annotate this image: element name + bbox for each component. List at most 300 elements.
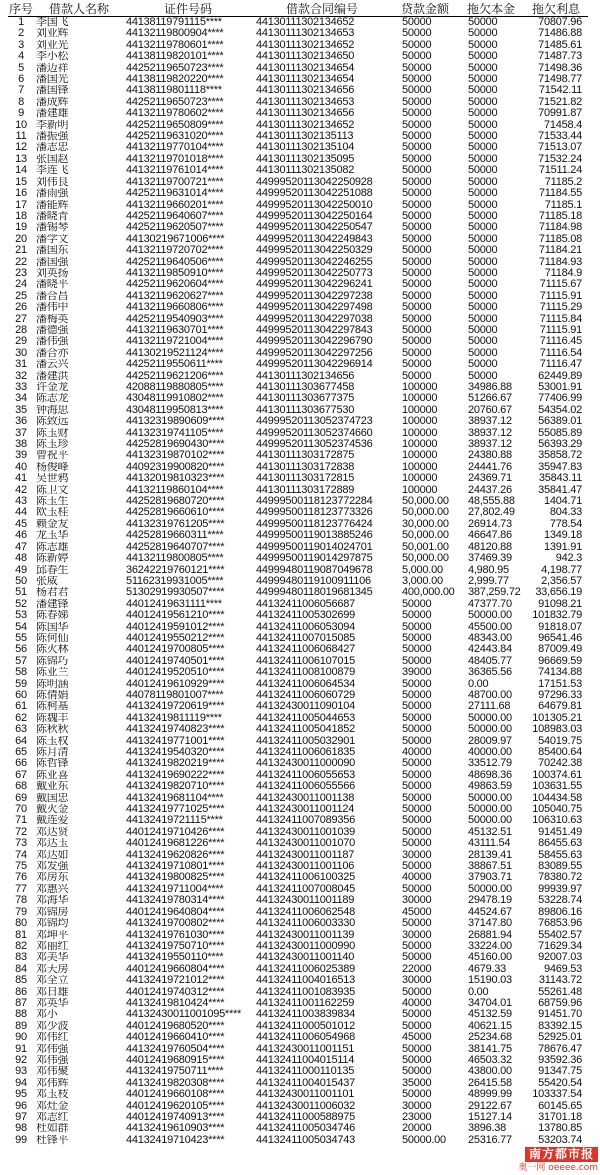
cell-loan-amount: 50,000.00 (402, 553, 449, 565)
cell-loan-amount: 50000 (402, 689, 432, 701)
cell-contract-number: 44132411007008045 (256, 883, 355, 895)
cell-id-number: 44012419520510**** (126, 667, 225, 679)
cell-principal-owed: 46647.86 (468, 530, 512, 542)
cell-id-number: 44132119720702**** (126, 245, 224, 257)
cell-interest-owed: 70991.87 (538, 108, 582, 120)
cell-interest-owed: 99939.97 (538, 883, 582, 895)
cell-id-number: 44132419711004**** (126, 883, 224, 895)
cell-contract-number: 44999520113042297238 (256, 290, 373, 302)
cell-borrower-name: 陈致远 (36, 416, 69, 428)
cell-principal-owed: 50000 (468, 16, 498, 28)
cell-contract-number: 44999520113042250010 (256, 199, 373, 211)
cell-contract-number: 44132430011001070 (256, 838, 355, 850)
cell-principal-owed: 0.00 (468, 986, 489, 998)
cell-loan-amount: 50000 (402, 302, 432, 314)
cell-serial-number: 29 (15, 336, 27, 348)
cell-serial-number: 26 (15, 302, 27, 314)
table-row (8, 40, 588, 51)
cell-contract-number: 44999520113042297256 (256, 347, 373, 359)
cell-loan-amount: 35000 (402, 1077, 432, 1089)
cell-borrower-name: 邓达玉 (36, 838, 69, 850)
cell-loan-amount: 50000 (402, 16, 432, 28)
cell-serial-number: 36 (15, 416, 27, 428)
cell-loan-amount: 50000 (402, 176, 432, 188)
cell-principal-owed: 29478.19 (468, 895, 512, 907)
cell-principal-owed: 50000.00 (468, 724, 512, 736)
cell-contract-number: 44130111303677530 (256, 404, 355, 416)
cell-borrower-name: 戴火金 (36, 804, 69, 816)
cell-id-number: 44132419811119**** (126, 712, 222, 724)
cell-borrower-name: 潘建锋 (36, 598, 69, 610)
cell-interest-owed: 942.3 (555, 553, 582, 565)
cell-interest-owed: 35841.47 (538, 484, 582, 496)
cell-serial-number: 93 (15, 1066, 27, 1078)
cell-serial-number: 85 (15, 975, 27, 987)
cell-id-number: 44132419750711**** (126, 1066, 224, 1078)
cell-loan-amount: 50000 (402, 724, 432, 736)
table-row (8, 975, 588, 986)
table-row (8, 1135, 588, 1146)
cell-interest-owed: 71115.29 (539, 302, 582, 314)
cell-serial-number: 33 (15, 382, 27, 393)
cell-contract-number: 44132430011001124 (256, 804, 355, 816)
cell-serial-number: 8 (18, 96, 24, 108)
cell-id-number: 44132319890609**** (126, 416, 225, 428)
cell-interest-owed: 108983.03 (532, 724, 582, 736)
cell-principal-owed: 43111.54 (468, 838, 511, 850)
cell-serial-number: 41 (15, 473, 27, 485)
cell-principal-owed: 50000 (468, 51, 498, 63)
cell-principal-owed: 40000.00 (468, 747, 512, 758)
cell-id-number: 44252119640506**** (126, 256, 224, 268)
cell-loan-amount: 50,001.00 (402, 541, 449, 553)
cell-principal-owed: 3896.38 (468, 1123, 507, 1135)
cell-contract-number: 44132430011001138 (256, 792, 355, 804)
cell-loan-amount: 50000 (402, 952, 432, 964)
cell-principal-owed: 50000 (468, 233, 498, 245)
table-row (8, 941, 588, 952)
cell-borrower-name: 陈国华 (36, 621, 69, 633)
cell-id-number: 44252119650723**** (126, 62, 224, 74)
cell-id-number: 44092319900820**** (126, 461, 225, 473)
cell-borrower-name: 潘合昌 (36, 290, 69, 302)
cell-principal-owed: 24437.26 (468, 484, 512, 496)
table-row (8, 587, 588, 598)
cell-loan-amount: 50000 (402, 28, 432, 40)
table-row (8, 644, 588, 655)
cell-id-number: 44132419771025**** (126, 804, 225, 816)
cell-interest-owed: 71498.77 (538, 74, 582, 86)
table-row (8, 565, 588, 576)
cell-id-number: 44252119650723**** (126, 96, 224, 108)
table-row (8, 1066, 588, 1077)
cell-principal-owed: 44524.67 (468, 906, 512, 918)
cell-principal-owed: 50000 (468, 28, 498, 40)
cell-interest-owed: 71116.47 (539, 359, 582, 371)
cell-principal-owed: 29122.67 (468, 1100, 512, 1112)
cell-id-number: 44132419740823**** (126, 724, 225, 736)
cell-id-number: 44132119770104**** (126, 142, 224, 154)
cell-contract-number: 44999480119100911106 (256, 575, 371, 587)
loan-default-list-sheet (8, 3, 588, 1146)
cell-contract-number: 44999500119013885246 (256, 530, 373, 542)
cell-id-number: 44138119820220**** (126, 74, 224, 86)
cell-borrower-name: 邓伟强 (36, 1043, 69, 1055)
cell-contract-number: 44130111303172815 (256, 473, 355, 485)
cell-loan-amount: 50000 (402, 153, 432, 165)
cell-contract-number: 44130111302134654 (256, 74, 355, 86)
cell-serial-number: 98 (15, 1123, 27, 1135)
cell-borrower-name: 钟海思 (36, 404, 69, 416)
cell-id-number: 44132319741105**** (126, 427, 224, 439)
cell-interest-owed: 31143.72 (538, 975, 582, 987)
cell-id-number: 44132419710423**** (126, 1134, 225, 1146)
cell-interest-owed: 96541.46 (538, 632, 582, 644)
cell-loan-amount: 100000 (402, 439, 438, 451)
cell-contract-number: 44999500118123776424 (256, 518, 373, 530)
cell-principal-owed: 42443.84 (468, 644, 512, 656)
cell-principal-owed: 48405.77 (468, 655, 512, 667)
cell-contract-number: 44130111302135095 (256, 153, 355, 165)
table-row (8, 599, 588, 610)
cell-principal-owed: 50000 (468, 302, 498, 314)
table-row (8, 918, 588, 929)
cell-interest-owed: 71116.54 (539, 347, 582, 359)
table-row (8, 987, 588, 998)
cell-borrower-name: 陈新婷 (36, 553, 69, 565)
cell-id-number: 44132119860104**** (126, 484, 224, 496)
table-row (8, 827, 588, 838)
cell-loan-amount: 50000 (402, 142, 432, 154)
cell-contract-number: 44130111303172875 (256, 450, 355, 462)
cell-principal-owed: 24380.88 (468, 450, 512, 462)
cell-principal-owed: 26914.73 (468, 518, 512, 530)
cell-id-number: 44132119630701**** (126, 324, 224, 336)
cell-loan-amount: 50000 (402, 256, 432, 268)
cell-contract-number: 44999520113042297843 (256, 324, 373, 336)
cell-loan-amount: 39000 (402, 667, 432, 679)
cell-interest-owed: 71185.1 (544, 199, 582, 211)
cell-loan-amount: 50000 (402, 313, 432, 325)
cell-borrower-name: 刘英扬 (36, 267, 69, 279)
cell-loan-amount: 50000 (402, 861, 432, 873)
cell-principal-owed: 50000 (468, 119, 498, 131)
cell-contract-number: 44132411006062548 (256, 906, 355, 918)
cell-contract-number: 44999520113042296241 (256, 279, 373, 291)
cell-id-number: 44252119540903**** (126, 313, 224, 325)
header-interest-owed: 拖欠利息 (524, 3, 588, 17)
cell-contract-number: 44132411003839834 (256, 1009, 355, 1021)
cell-serial-number: 3 (18, 39, 24, 51)
cell-loan-amount: 50000 (402, 621, 432, 633)
cell-interest-owed: 1404.71 (543, 496, 582, 508)
table-row (8, 485, 588, 496)
table-row (8, 622, 588, 633)
cell-id-number: 44252119650809**** (126, 119, 224, 131)
table-row (8, 861, 588, 872)
cell-id-number: 44132419721012**** (126, 975, 225, 987)
cell-loan-amount: 50000 (402, 678, 432, 690)
cell-serial-number: 31 (15, 359, 27, 371)
cell-principal-owed: 48698.36 (468, 769, 512, 781)
cell-interest-owed: 52925.01 (538, 1032, 582, 1044)
cell-borrower-name: 潘晓青 (36, 210, 69, 222)
cell-borrower-name: 戴连爱 (36, 815, 69, 827)
cell-interest-owed: 62449.89 (538, 370, 582, 382)
cell-contract-number: 44130111303172838 (256, 461, 355, 473)
cell-contract-number: 44999520113042246255 (256, 256, 373, 268)
cell-interest-owed: 71115.84 (539, 313, 582, 325)
cell-id-number: 44132419681104**** (126, 792, 224, 804)
cell-loan-amount: 50000 (402, 290, 432, 302)
cell-serial-number: 12 (15, 142, 27, 154)
cell-loan-amount: 50000 (402, 1066, 432, 1078)
cell-interest-owed: 1391.91 (543, 541, 582, 553)
cell-principal-owed: 50000 (468, 165, 498, 177)
table-row (8, 770, 588, 781)
cell-principal-owed: 50000 (468, 176, 498, 188)
cell-serial-number: 6 (18, 74, 24, 86)
cell-contract-number: 44130111302134656 (256, 370, 355, 382)
table-row (8, 336, 588, 347)
cell-contract-number: 44999520113042296914 (256, 359, 373, 371)
cell-serial-number: 94 (15, 1077, 27, 1089)
cell-borrower-name: 邓玉枝 (36, 1089, 69, 1101)
cell-serial-number: 76 (15, 872, 27, 884)
cell-borrower-name: 潘志忠 (36, 142, 69, 154)
cell-principal-owed: 48700.00 (468, 689, 512, 701)
cell-borrower-name: 李新明 (36, 119, 69, 131)
table-row (8, 736, 588, 747)
cell-loan-amount: 50000 (402, 165, 432, 177)
cell-contract-number: 44132430011001151 (256, 1043, 355, 1055)
cell-interest-owed: 60145.65 (538, 1100, 582, 1112)
cell-serial-number: 47 (15, 541, 27, 553)
cell-id-number: 44252119640607**** (126, 210, 224, 222)
cell-borrower-name: 邓美华 (36, 952, 69, 964)
table-row (8, 268, 588, 279)
cell-serial-number: 68 (15, 781, 27, 793)
cell-serial-number: 82 (15, 940, 27, 952)
cell-contract-number: 44132430011000090 (256, 758, 355, 770)
cell-borrower-name: 张国赵 (36, 153, 69, 165)
cell-serial-number: 78 (15, 895, 27, 907)
table-row (8, 154, 588, 165)
cell-serial-number: 7 (18, 85, 24, 97)
cell-contract-number: 44132430011001140 (256, 952, 355, 964)
cell-serial-number: 21 (15, 245, 27, 257)
cell-loan-amount: 45000 (402, 906, 432, 918)
cell-borrower-name: 杨俊峰 (36, 461, 69, 473)
table-row (8, 1032, 588, 1043)
cell-borrower-name: 陈春娣 (36, 610, 69, 622)
cell-principal-owed: 50000.00 (468, 804, 512, 816)
cell-contract-number: 44132430011001187 (256, 849, 355, 861)
cell-borrower-name: 潘学文 (36, 233, 69, 245)
cell-loan-amount: 50000 (402, 758, 432, 770)
cell-borrower-name: 潘成辉 (36, 96, 69, 108)
cell-contract-number: 44999500119014297875 (256, 553, 373, 565)
cell-loan-amount: 50000 (402, 347, 432, 359)
cell-id-number: 44078119801007**** (126, 689, 224, 701)
cell-borrower-name: 陈玉生 (36, 496, 69, 508)
table-row (8, 496, 588, 507)
table-row (8, 1044, 588, 1055)
cell-id-number: 44252819640707**** (126, 541, 225, 553)
cell-interest-owed: 103337.54 (532, 1089, 582, 1101)
table-row (8, 371, 588, 382)
cell-interest-owed: 35947.83 (538, 461, 582, 473)
table-row (8, 245, 588, 256)
table-row (8, 724, 588, 735)
cell-id-number: 44132419721115**** (126, 815, 223, 827)
cell-borrower-name: 李小松 (36, 51, 69, 63)
cell-interest-owed: 96669.59 (538, 655, 582, 667)
cell-contract-number: 44132411008100879 (256, 667, 355, 679)
cell-serial-number: 95 (15, 1089, 27, 1101)
cell-principal-owed: 33512.79 (468, 758, 512, 770)
cell-id-number: 44132119620627**** (126, 290, 224, 302)
table-row (8, 222, 588, 233)
cell-loan-amount: 50000 (402, 62, 432, 74)
cell-loan-amount: 30000 (402, 895, 432, 907)
cell-contract-number: 44999520113042250164 (256, 210, 373, 222)
cell-id-number: 44132319761205**** (126, 518, 225, 530)
cell-loan-amount: 3,000.00 (402, 575, 443, 587)
cell-id-number: 44132419610903**** (126, 1123, 225, 1135)
cell-id-number: 44132419771001**** (126, 735, 225, 747)
cell-id-number: 44132419540320**** (126, 747, 225, 758)
cell-loan-amount: 50000 (402, 792, 432, 804)
cell-loan-amount: 50000 (402, 245, 432, 257)
cell-borrower-name: 陈明涵 (36, 678, 69, 690)
cell-loan-amount: 50000 (402, 336, 432, 348)
cell-principal-owed: 4,980.95 (468, 564, 509, 576)
table-row (8, 1009, 588, 1020)
table-row (8, 964, 588, 975)
cell-contract-number: 44132411007015085 (256, 632, 355, 644)
cell-interest-owed: 106310.63 (532, 815, 582, 827)
cell-loan-amount: 50000 (402, 986, 432, 998)
cell-contract-number: 44132411005032901 (256, 735, 355, 747)
cell-loan-amount: 30000 (402, 975, 432, 987)
cell-id-number: 44132419760504**** (126, 1043, 225, 1055)
cell-interest-owed: 71185.18 (538, 210, 582, 222)
table-row (8, 701, 588, 712)
cell-borrower-name: 潘国强 (36, 256, 69, 268)
cell-contract-number: 44130111302134653 (256, 28, 355, 40)
cell-id-number: 44138119820101**** (126, 51, 224, 63)
cell-borrower-name: 邓小 (36, 1009, 58, 1021)
cell-borrower-name: 陈玉权 (36, 735, 69, 747)
cell-borrower-name: 邓伟红 (36, 1032, 69, 1044)
cell-contract-number: 44132430011000990 (256, 940, 355, 952)
cell-serial-number: 16 (15, 188, 27, 200)
cell-principal-owed: 50000 (468, 188, 498, 200)
table-row (8, 165, 588, 176)
cell-contract-number: 44999520113042250547 (256, 222, 373, 234)
cell-borrower-name: 张威 (36, 575, 58, 587)
table-row (8, 382, 588, 393)
cell-contract-number: 44132430011001106 (256, 861, 355, 873)
header-loan-amount: 贷款金额 (392, 3, 458, 17)
cell-loan-amount: 100000 (402, 450, 438, 462)
cell-interest-owed: 83089.55 (538, 861, 582, 873)
cell-principal-owed: 38937.12 (468, 427, 512, 439)
cell-borrower-name: 刘伟良 (36, 176, 69, 188)
cell-interest-owed: 71485.61 (538, 39, 582, 51)
cell-interest-owed: 71115.91 (539, 290, 582, 302)
cell-loan-amount: 50000 (402, 131, 432, 143)
cell-borrower-name: 邓志红 (36, 1112, 69, 1123)
cell-interest-owed: 71115.67 (539, 279, 582, 291)
cell-principal-owed: 50000.00 (468, 712, 512, 724)
cell-serial-number: 40 (15, 461, 27, 473)
cell-contract-number: 44130111302135082 (256, 165, 355, 177)
cell-loan-amount: 50000 (402, 1043, 432, 1055)
cell-contract-number: 44999500118123772284 (256, 496, 373, 508)
cell-interest-owed: 58455.63 (538, 849, 582, 861)
cell-loan-amount: 50000 (402, 199, 432, 211)
cell-principal-owed: 37903.71 (468, 872, 512, 884)
cell-principal-owed: 2,999.77 (468, 575, 509, 587)
cell-id-number: 44012419681226**** (126, 838, 225, 850)
cell-principal-owed: 34986.88 (468, 382, 512, 393)
table-row (8, 416, 588, 427)
cell-principal-owed: 48,555.88 (468, 496, 515, 508)
cell-contract-number: 44132411006025389 (256, 963, 355, 975)
cell-serial-number: 39 (15, 450, 27, 462)
cell-loan-amount: 50000 (402, 815, 432, 827)
cell-id-number: 44252119620604**** (126, 279, 224, 291)
cell-contract-number: 44999520113052374723 (256, 416, 373, 428)
cell-serial-number: 54 (15, 621, 27, 633)
cell-borrower-name: 戴国忠 (36, 792, 69, 804)
cell-borrower-name: 陈魏丰 (36, 712, 69, 724)
cell-interest-owed: 103631.55 (532, 781, 582, 793)
cell-serial-number: 51 (15, 587, 27, 599)
table-row (8, 952, 588, 963)
cell-interest-owed: 53001.91 (538, 382, 582, 393)
cell-interest-owed: 55261.48 (538, 986, 582, 998)
cell-contract-number: 44132411006003330 (256, 918, 355, 930)
cell-principal-owed: 37147.80 (468, 918, 512, 930)
table-row (8, 758, 588, 769)
cell-serial-number: 23 (15, 267, 27, 279)
cell-borrower-name: 陈锦巧 (36, 655, 69, 667)
cell-id-number: 36242219760121**** (126, 564, 225, 576)
cell-principal-owed: 50000.00 (468, 815, 512, 827)
cell-borrower-name: 邓灶金 (36, 1100, 69, 1112)
cell-contract-number: 44132411006055653 (256, 769, 355, 781)
cell-id-number: 44132419690222**** (126, 769, 225, 781)
cell-contract-number: 44132411006054968 (256, 1032, 355, 1044)
cell-id-number: 44132419700802**** (126, 918, 225, 930)
cell-principal-owed: 4679.33 (468, 963, 507, 975)
cell-principal-owed: 45160.00 (468, 952, 512, 964)
cell-interest-owed: 101832.79 (532, 610, 582, 622)
header-contract-number: 借款合同编号 (252, 3, 392, 17)
cell-serial-number: 70 (15, 804, 27, 816)
cell-borrower-name: 陈倩娟 (36, 689, 69, 701)
cell-contract-number: 44132411004015437 (256, 1077, 355, 1089)
cell-contract-number: 44130111302134652 (256, 39, 355, 51)
cell-loan-amount: 50000 (402, 119, 432, 131)
cell-loan-amount: 100000 (402, 382, 438, 393)
table-row (8, 1089, 588, 1100)
cell-serial-number: 62 (15, 712, 27, 724)
cell-id-number: 44012419740501**** (126, 655, 225, 667)
